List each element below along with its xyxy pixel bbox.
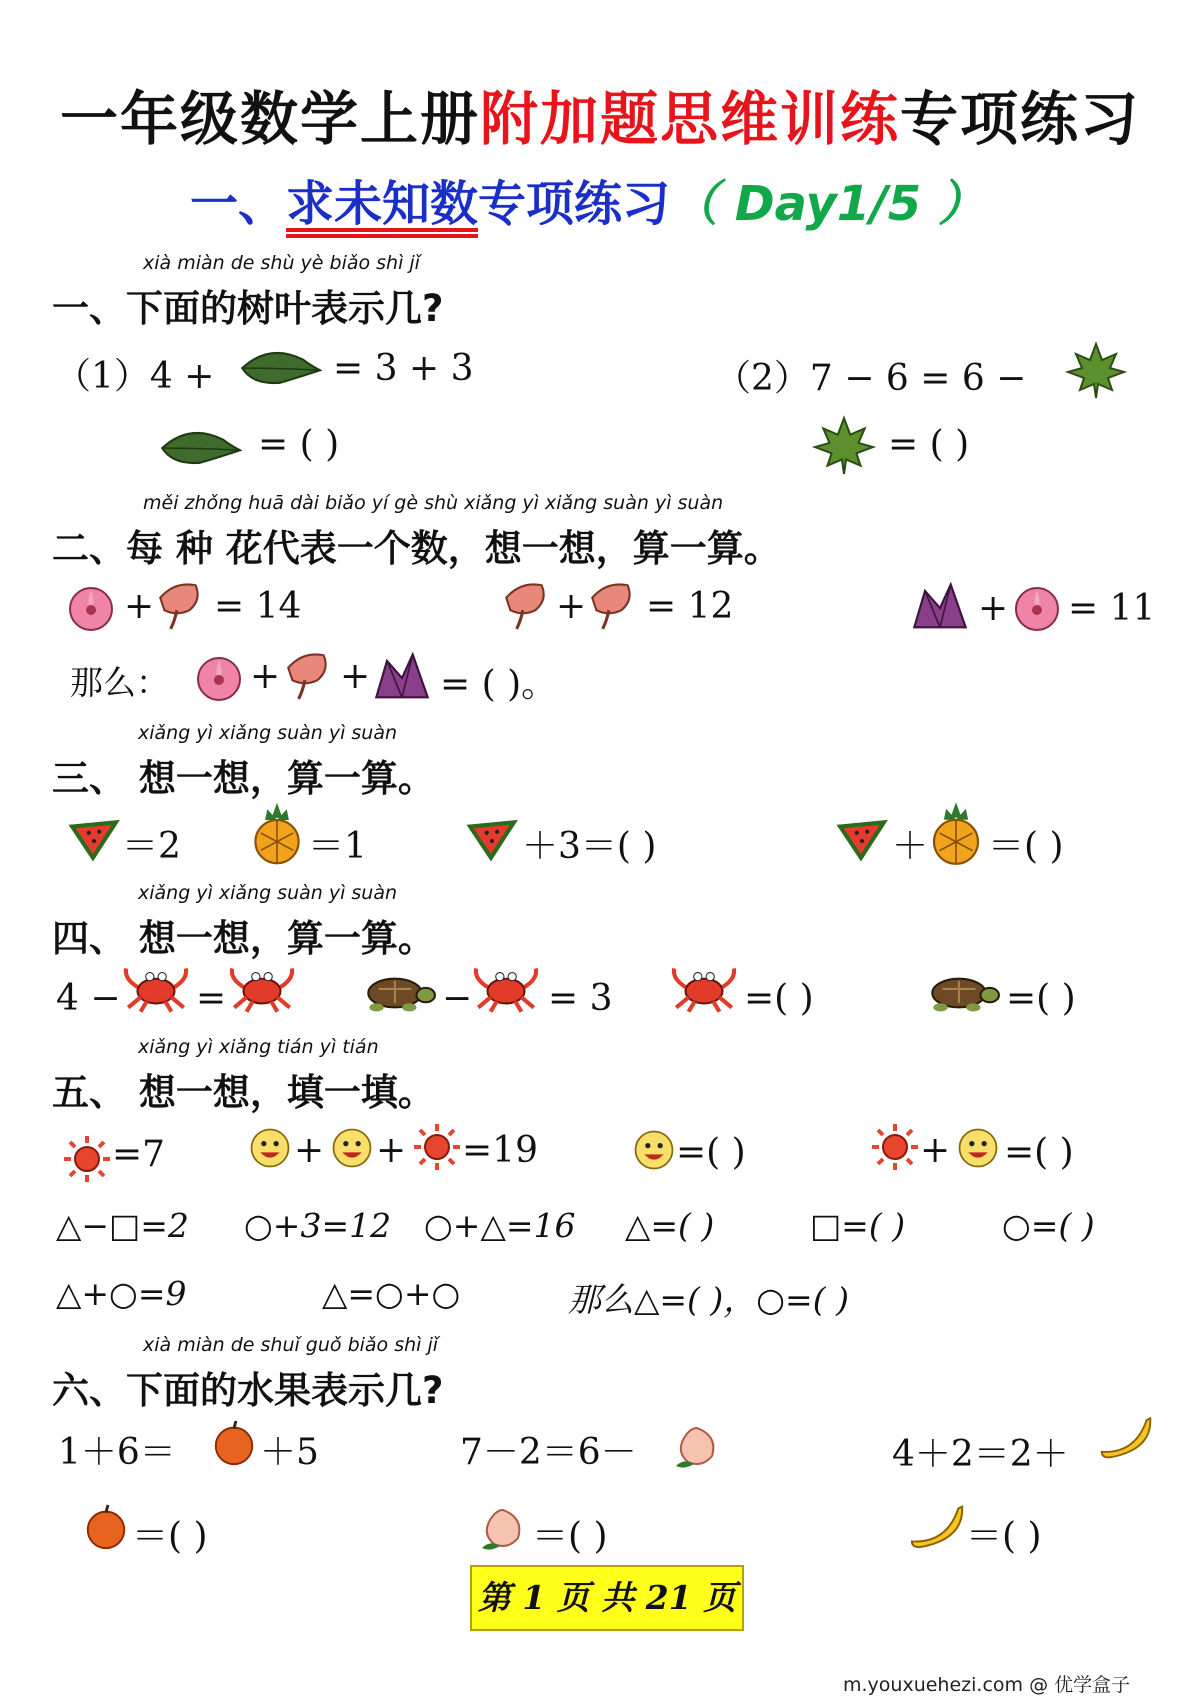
- crab-icon: [120, 962, 192, 1014]
- leaf-icon: [238, 344, 322, 388]
- banana-icon: [908, 1498, 966, 1552]
- s5-r2-2: ○+3=12: [244, 1206, 392, 1245]
- s3-e4: ＋: [892, 826, 929, 867]
- s5-r2-3: ○+△=16: [424, 1206, 576, 1245]
- s4-e4: =( ): [1006, 978, 1076, 1019]
- s5-heading: 五、 想一想，填一填。: [52, 1071, 435, 1114]
- s6-answer-1: ＝( ): [132, 1516, 208, 1557]
- s6-e1-right: ＋5: [260, 1432, 319, 1473]
- subtitle-main: 求未知数: [286, 176, 479, 232]
- s5-plus: +: [920, 1130, 951, 1171]
- s1-q1-left: （1）4 +: [55, 356, 215, 397]
- subtitle-day: （ Day1/5 ）: [670, 176, 986, 232]
- purple-flower-icon: [910, 580, 970, 634]
- s2-plus: +: [340, 656, 371, 697]
- s5-plus: +: [294, 1130, 325, 1171]
- s5-r1a: =7: [112, 1134, 166, 1175]
- s1-q2-left: （2）7 − 6 = 6 −: [715, 358, 1027, 399]
- s6-answer-2: ＝( ): [532, 1516, 608, 1557]
- smiley-icon: [330, 1126, 374, 1170]
- pineapple-icon: [250, 800, 304, 866]
- s1-q2-answer: = ( ): [888, 424, 970, 465]
- s5-r3-2: △=○+○: [322, 1274, 461, 1313]
- subtitle-prefix: 一、: [190, 176, 287, 232]
- s1-q1-answer: = ( ): [258, 424, 340, 465]
- s3-e1: ＝2: [122, 826, 181, 867]
- s5-r2-4: △=( ): [625, 1206, 715, 1245]
- s4-equals: =: [196, 978, 227, 1019]
- s5-r1c: =( ): [676, 1132, 746, 1173]
- title-part-2: 专项练习: [900, 85, 1141, 153]
- crab-icon: [668, 962, 740, 1014]
- s6-e2-left: 7－2＝6－: [460, 1432, 637, 1473]
- s5-r3-1: △+○=9: [56, 1274, 187, 1313]
- s2-heading: 二、每 种 花代表一个数，想一想，算一算。: [52, 527, 781, 570]
- s2-plus: +: [124, 586, 155, 627]
- watermelon-icon: [836, 816, 888, 862]
- turtle-icon: [356, 968, 438, 1016]
- s2-plus: +: [978, 588, 1009, 629]
- s5-plus: +: [376, 1130, 407, 1171]
- s2-eq1: = 14: [214, 586, 302, 627]
- apple-icon: [210, 1418, 258, 1468]
- s2-plus: +: [556, 586, 587, 627]
- s6-pinyin: xià miàn de shuǐ guǒ biǎo shì jǐ: [143, 1334, 439, 1356]
- s1-heading: 一、下面的树叶表示几?: [52, 287, 444, 330]
- s4-e2: = 3: [548, 978, 613, 1019]
- s2-pinyin: měi zhǒng huā dài biǎo yí gè shù xiǎng yì xiǎng suàn yì suàn: [143, 492, 724, 514]
- s5-r3-3: 那么△=( )，○=( ): [568, 1280, 849, 1319]
- apple-icon: [82, 1502, 130, 1552]
- sun-icon: [412, 1122, 462, 1172]
- pineapple-icon: [928, 800, 984, 866]
- red-leaf-flower-icon: [586, 578, 638, 632]
- crab-icon: [226, 962, 298, 1014]
- sun-icon: [870, 1122, 920, 1172]
- subtitle: [190, 165, 986, 234]
- s4-pinyin: xiǎng yì xiǎng suàn yì suàn: [138, 882, 398, 904]
- leaf-icon: [158, 424, 242, 468]
- smiley-icon: [956, 1126, 1000, 1170]
- s4-e3: =( ): [744, 978, 814, 1019]
- s6-e1-left: 1＋6＝: [58, 1432, 176, 1473]
- s4-minus: −: [442, 978, 473, 1019]
- page-title: [0, 72, 1200, 156]
- s5-r2-6: ○=( ): [1002, 1206, 1095, 1245]
- peach-icon: [476, 1504, 530, 1554]
- s2-eq3: = 11: [1068, 588, 1156, 629]
- page-number: 第 1 页 共 21 页: [470, 1565, 744, 1631]
- smiley-icon: [248, 1126, 292, 1170]
- watermelon-icon: [466, 816, 518, 862]
- s2-plus: +: [250, 656, 281, 697]
- s3-heading: 三、 想一想，算一算。: [52, 757, 435, 800]
- s6-answer-3: ＝( ): [966, 1516, 1042, 1557]
- s3-e3: ＋3＝( ): [522, 826, 657, 867]
- watermark: m.youxuehezi.com @ 优学盒子: [843, 1674, 1131, 1696]
- smiley-icon: [632, 1128, 676, 1172]
- s2-then-label: 那么：: [70, 663, 169, 702]
- s2-eq2: = 12: [646, 586, 734, 627]
- sun-icon: [62, 1134, 112, 1184]
- s5-pinyin: xiǎng yì xiǎng tián yì tián: [138, 1036, 379, 1058]
- maple-leaf-icon: [812, 414, 876, 476]
- maple-leaf-icon: [1064, 340, 1128, 400]
- s5-r1b: =19: [462, 1130, 538, 1171]
- pink-flower-icon: [66, 584, 116, 634]
- s3-e5: ＝( ): [988, 826, 1064, 867]
- red-leaf-flower-icon: [282, 648, 334, 702]
- pink-flower-icon: [1012, 584, 1062, 634]
- s4-e1-left: 4 −: [56, 978, 121, 1019]
- crab-icon: [470, 962, 542, 1014]
- s1-q1-right: = 3 + 3: [333, 348, 474, 389]
- s6-heading: 六、下面的水果表示几?: [52, 1369, 444, 1412]
- peach-icon: [672, 1422, 722, 1472]
- red-leaf-flower-icon: [500, 578, 552, 632]
- banana-icon: [1098, 1410, 1154, 1462]
- subtitle-rest: 专项练习: [478, 176, 671, 232]
- s2-answer: = ( )。: [440, 664, 558, 705]
- red-leaf-flower-icon: [154, 578, 206, 632]
- title-part-red: 附加题思维训练: [479, 85, 900, 153]
- s5-r2-5: □=( ): [810, 1206, 906, 1245]
- s4-heading: 四、 想一想，算一算。: [52, 917, 435, 960]
- title-part-1: 一年级数学上册: [59, 85, 480, 153]
- s5-r2-1: △−□=2: [56, 1206, 189, 1245]
- s6-e3-left: 4＋2＝2＋: [892, 1434, 1069, 1475]
- s5-r1d: =( ): [1004, 1132, 1074, 1173]
- watermelon-icon: [68, 816, 120, 862]
- turtle-icon: [920, 968, 1002, 1016]
- purple-flower-icon: [372, 650, 432, 704]
- s3-e2: ＝1: [308, 826, 367, 867]
- s1-pinyin: xià miàn de shù yè biǎo shì jǐ: [143, 252, 420, 274]
- pink-flower-icon: [194, 654, 244, 704]
- s3-pinyin: xiǎng yì xiǎng suàn yì suàn: [138, 722, 398, 744]
